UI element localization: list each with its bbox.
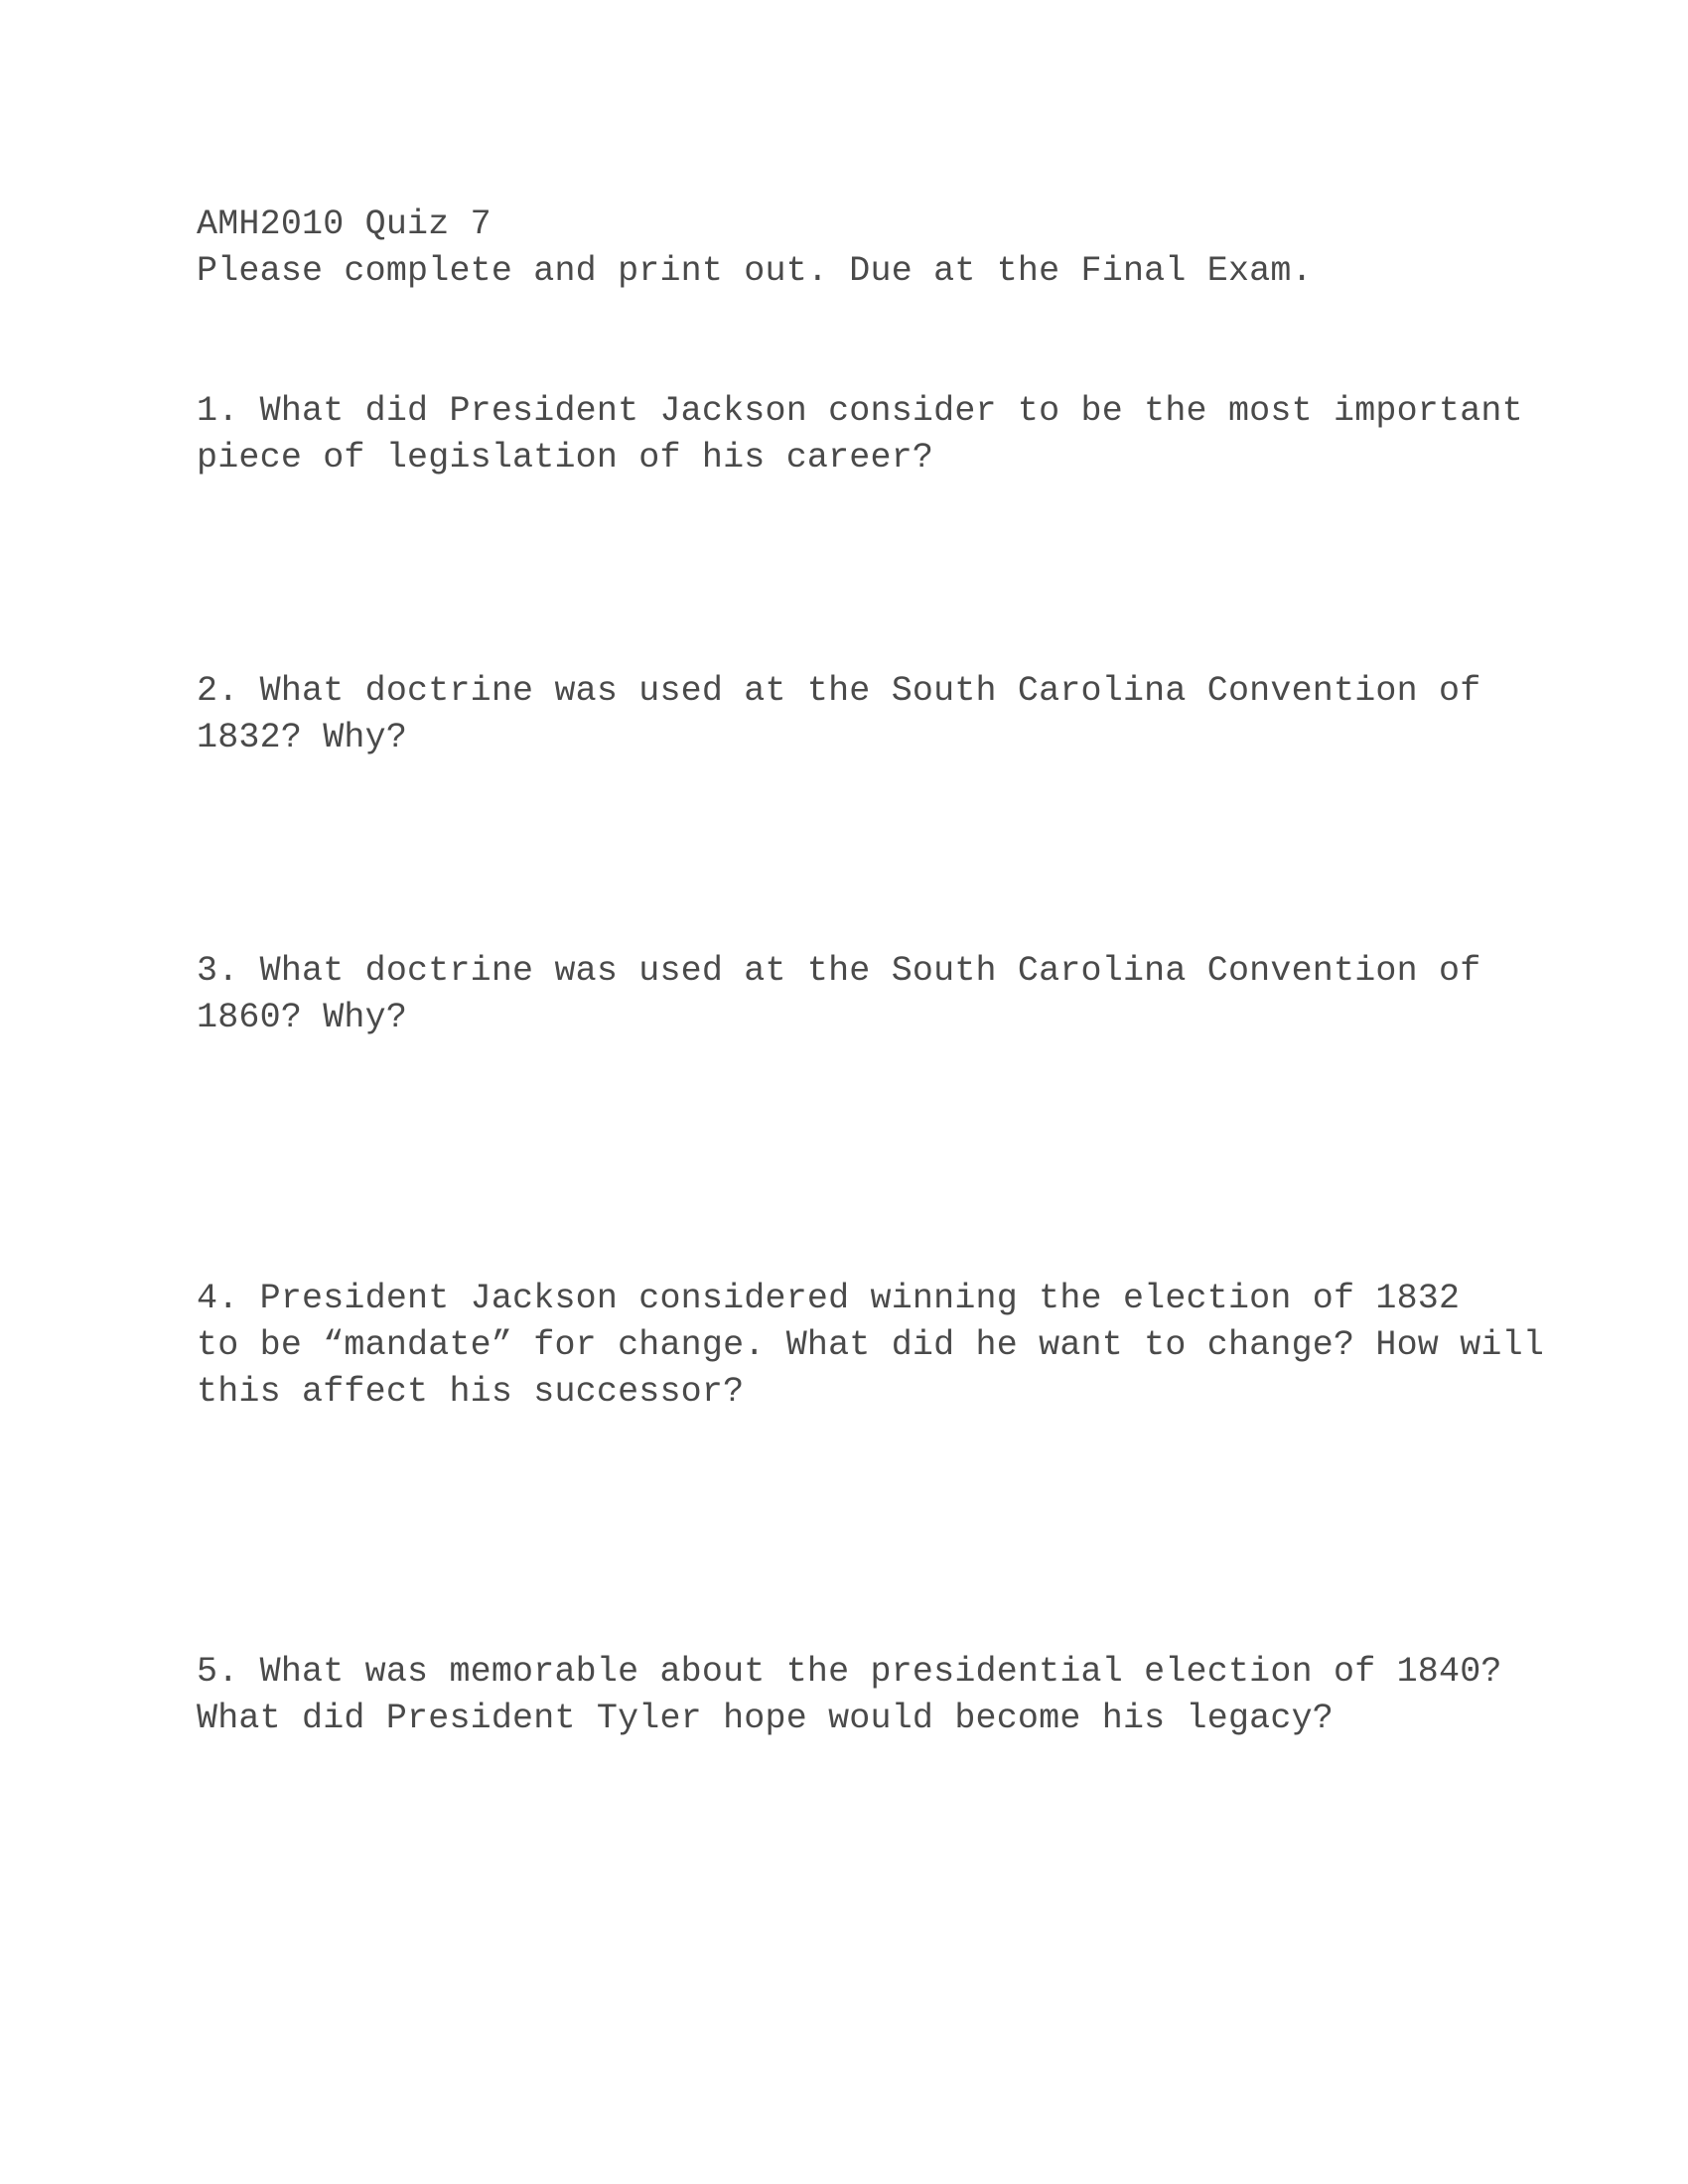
question-3: [197, 948, 1507, 1041]
question-4-line-2: to be “mandate” for change. What did he want to change? How will: [197, 1325, 1545, 1365]
question-1-line-1: 1. What did President Jackson consider to be the most important: [197, 391, 1523, 431]
question-1: [197, 388, 1523, 481]
question-2-line-2: 1832? Why?: [197, 718, 408, 757]
quiz-title: AMH2010 Quiz 7: [197, 205, 492, 244]
question-3-line-2: 1860? Why?: [197, 998, 408, 1037]
question-4-line-3: this affect his successor?: [197, 1372, 745, 1412]
question-4-line-1: 4. President Jackson considered winning the election of 1832: [197, 1279, 1461, 1318]
quiz-instructions: Please complete and print out. Due at the Final Exam.: [197, 251, 1313, 291]
question-1-line-2: piece of legislation of his career?: [197, 438, 934, 478]
question-2: [197, 668, 1507, 761]
question-5-line-2: What did President Tyler hope would become his legacy?: [197, 1699, 1334, 1738]
question-4: [197, 1276, 1545, 1416]
question-2-line-1: 2. What doctrine was used at the South Carolina Convention of: [197, 671, 1481, 711]
question-5: [197, 1649, 1507, 1742]
question-3-line-1: 3. What doctrine was used at the South Carolina Convention of: [197, 951, 1481, 991]
question-5-line-1: 5. What was memorable about the presidential election of 1840?: [197, 1652, 1502, 1692]
